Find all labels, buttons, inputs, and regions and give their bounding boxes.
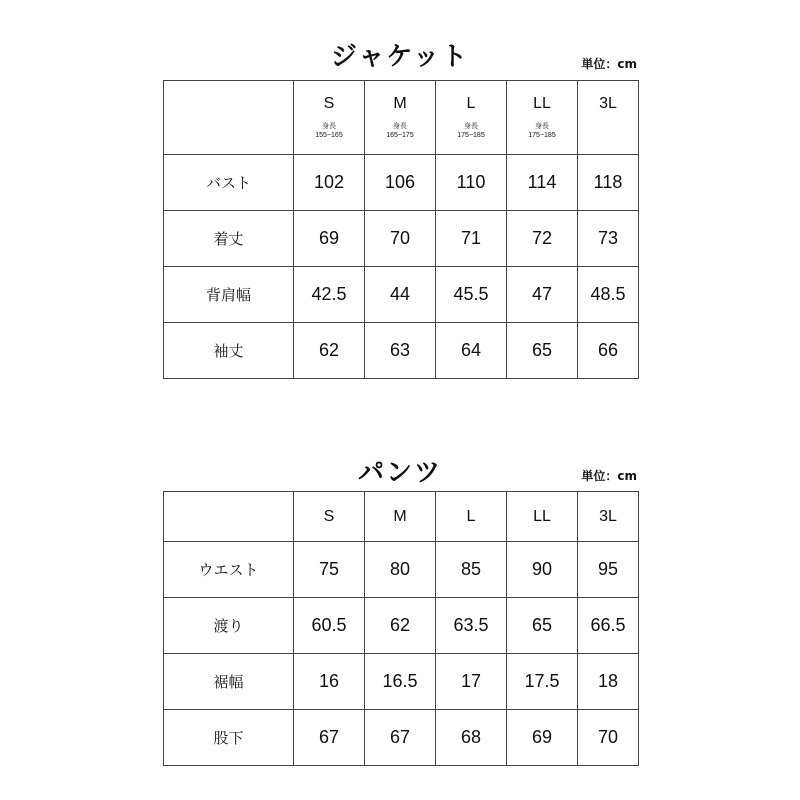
jacket-size-table xyxy=(163,80,639,379)
size-label: 3L xyxy=(599,95,617,112)
header-corner-cell xyxy=(164,492,294,542)
value-cell: 48.5 xyxy=(578,267,639,323)
value-cell: 67 xyxy=(294,710,365,766)
size-label: 3L xyxy=(599,507,617,525)
value-cell: 70 xyxy=(578,710,639,766)
value-cell: 60.5 xyxy=(294,598,365,654)
value-cell: 63.5 xyxy=(436,598,507,654)
value-cell: 85 xyxy=(436,542,507,598)
height-label: 身長 xyxy=(322,123,336,130)
pants-title: パンツ xyxy=(357,458,442,488)
value-cell: 69 xyxy=(507,710,578,766)
value-cell: 45.5 xyxy=(436,267,507,323)
value-cell: 72 xyxy=(507,211,578,267)
size-header-m xyxy=(365,81,436,155)
table-row xyxy=(164,211,639,267)
size-header-s xyxy=(294,492,365,542)
value-cell: 62 xyxy=(365,598,436,654)
value-cell: 110 xyxy=(436,155,507,211)
height-label: 身長 xyxy=(535,123,549,130)
table-row xyxy=(164,155,639,211)
jacket-title: ジャケット xyxy=(330,42,470,72)
size-label: L xyxy=(466,95,476,112)
jacket-unit-label: 単位：cm xyxy=(581,57,637,71)
table-row xyxy=(164,598,639,654)
table-row xyxy=(164,654,639,710)
value-cell: 47 xyxy=(507,267,578,323)
pants-unit-label: 単位：cm xyxy=(581,469,637,483)
table-row xyxy=(164,267,639,323)
size-label: S xyxy=(323,507,335,525)
value-cell: 16.5 xyxy=(365,654,436,710)
value-cell: 44 xyxy=(365,267,436,323)
value-cell: 71 xyxy=(436,211,507,267)
size-header-3l xyxy=(578,492,639,542)
value-cell: 64 xyxy=(436,323,507,379)
pants-size-table xyxy=(163,491,639,766)
value-cell: 102 xyxy=(294,155,365,211)
size-label: L xyxy=(466,507,476,525)
value-cell: 65 xyxy=(507,598,578,654)
value-cell: 114 xyxy=(507,155,578,211)
jacket-header-row xyxy=(164,81,639,155)
table-row xyxy=(164,710,639,766)
size-label: LL xyxy=(533,507,551,525)
row-label: ウエスト xyxy=(164,542,294,598)
value-cell: 106 xyxy=(365,155,436,211)
height-range: 175~185 xyxy=(528,132,556,139)
value-cell: 75 xyxy=(294,542,365,598)
size-header-3l xyxy=(578,81,639,155)
value-cell: 63 xyxy=(365,323,436,379)
value-cell: 69 xyxy=(294,211,365,267)
size-header-m xyxy=(365,492,436,542)
pants-header-row xyxy=(164,492,639,542)
value-cell: 18 xyxy=(578,654,639,710)
value-cell: 66 xyxy=(578,323,639,379)
value-cell: 16 xyxy=(294,654,365,710)
height-range: 155~165 xyxy=(315,132,343,139)
row-label: 着丈 xyxy=(164,211,294,267)
height-range: 175~185 xyxy=(457,132,485,139)
row-label: バスト xyxy=(164,155,294,211)
size-label: M xyxy=(393,95,407,112)
size-label: M xyxy=(393,507,407,525)
row-label: 背肩幅 xyxy=(164,267,294,323)
header-corner-cell xyxy=(164,81,294,155)
size-header-ll xyxy=(507,81,578,155)
value-cell: 62 xyxy=(294,323,365,379)
size-label: S xyxy=(323,95,335,112)
value-cell: 17 xyxy=(436,654,507,710)
height-label: 身長 xyxy=(464,123,478,130)
value-cell: 65 xyxy=(507,323,578,379)
row-label: 袖丈 xyxy=(164,323,294,379)
value-cell: 68 xyxy=(436,710,507,766)
value-cell: 80 xyxy=(365,542,436,598)
height-label: 身長 xyxy=(393,123,407,130)
size-label: LL xyxy=(533,95,551,112)
value-cell: 66.5 xyxy=(578,598,639,654)
value-cell: 42.5 xyxy=(294,267,365,323)
size-header-l xyxy=(436,81,507,155)
size-header-ll xyxy=(507,492,578,542)
size-header-l xyxy=(436,492,507,542)
row-label: 渡り xyxy=(164,598,294,654)
value-cell: 118 xyxy=(578,155,639,211)
height-range: 165~175 xyxy=(386,132,414,139)
value-cell: 17.5 xyxy=(507,654,578,710)
value-cell: 95 xyxy=(578,542,639,598)
value-cell: 73 xyxy=(578,211,639,267)
row-label: 裾幅 xyxy=(164,654,294,710)
table-row xyxy=(164,323,639,379)
row-label: 股下 xyxy=(164,710,294,766)
value-cell: 90 xyxy=(507,542,578,598)
value-cell: 67 xyxy=(365,710,436,766)
table-row xyxy=(164,542,639,598)
value-cell: 70 xyxy=(365,211,436,267)
size-header-s xyxy=(294,81,365,155)
